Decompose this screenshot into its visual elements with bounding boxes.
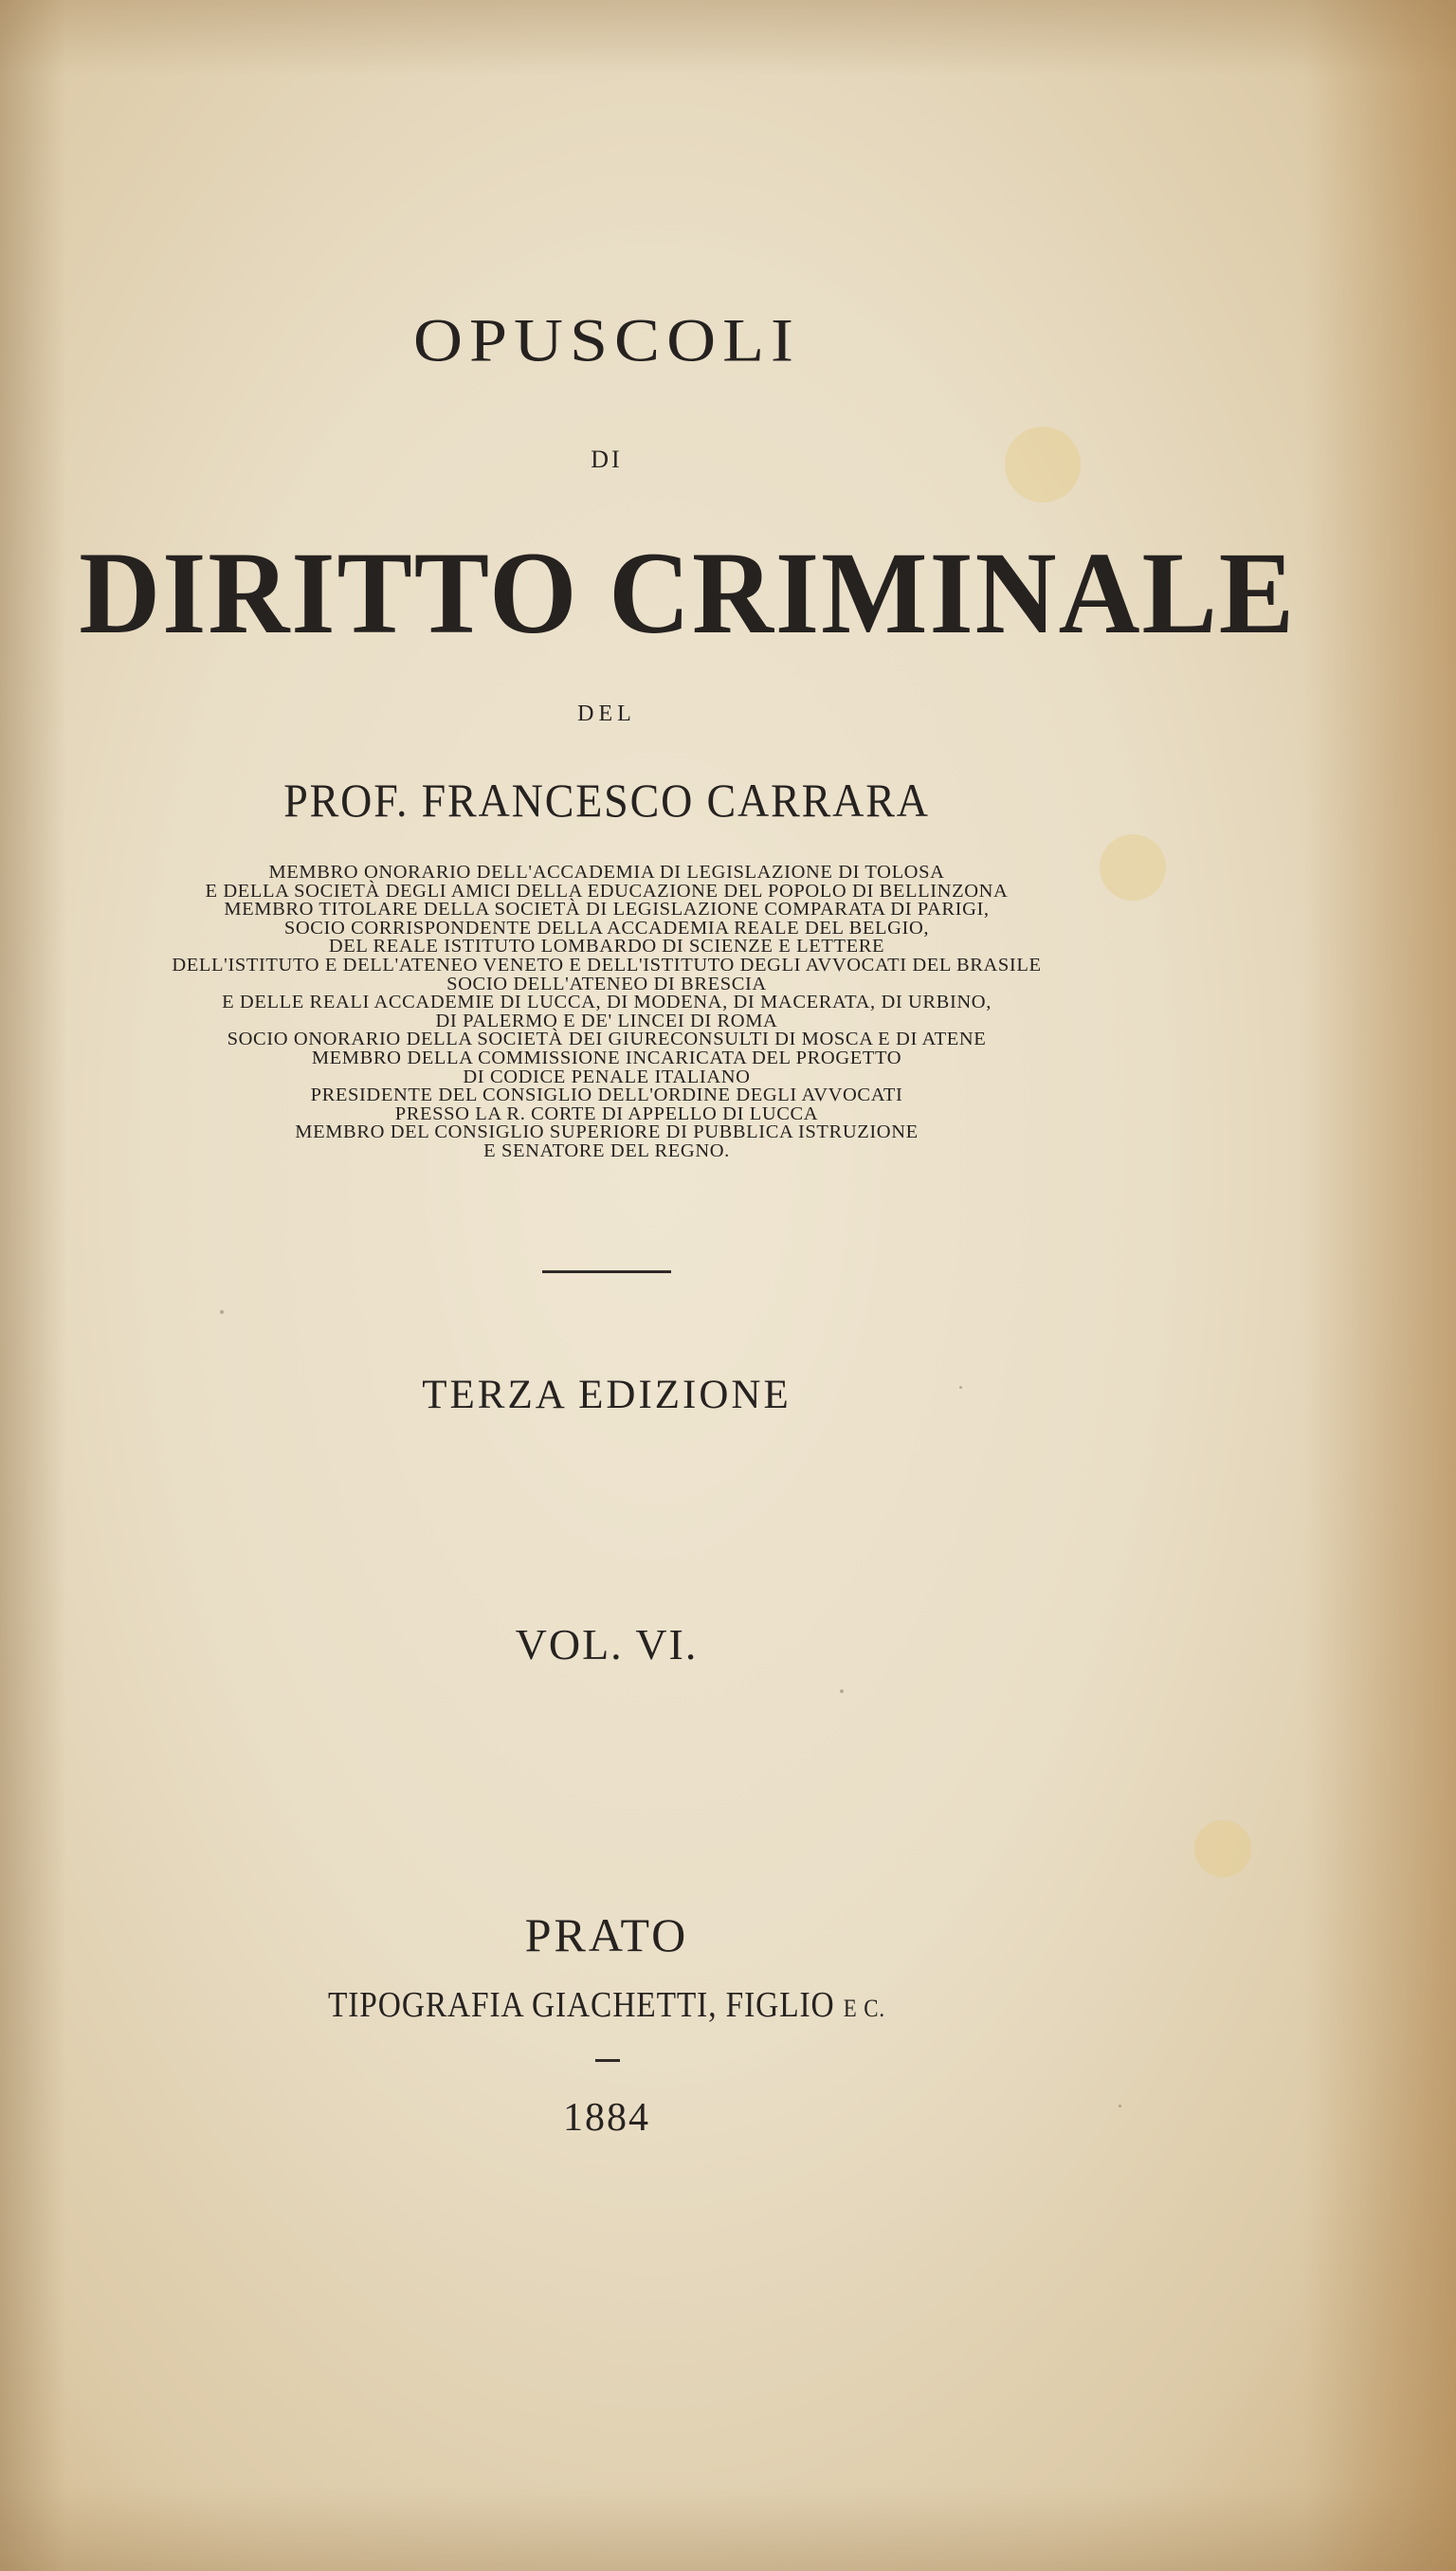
main-title: DIRITTO CRIMINALE [79, 528, 1297, 658]
short-dash-divider [595, 2059, 620, 2062]
paper-speck [220, 1310, 224, 1314]
credential-line: E SENATORE DEL REGNO. [483, 1140, 730, 1161]
credential-line: E DELLE REALI ACCADEMIE DI LUCCA, DI MODENA, DI MACERATA, DI URBINO, [222, 992, 992, 1013]
aged-paper-right-edge [1304, 0, 1456, 2571]
connector-del: DEL [577, 702, 636, 726]
credential-line: DELL'ISTITUTO E DELL'ATENEO VENETO E DELL'ISTITUTO DEGLI AVVOCATI DEL BRASILE [172, 954, 1042, 976]
credential-line: MEMBRO ONORARIO DELL'ACCADEMIA DI LEGISLAZIONE DI TOLOSA [268, 862, 945, 883]
publication-city: PRATO [524, 1908, 689, 1961]
connector-di: DI [591, 446, 623, 473]
credential-line: E DELLA SOCIETÀ DEGLI AMICI DELLA EDUCAZIONE DEL POPOLO DI BELLINZONA [205, 880, 1009, 902]
credential-line: SOCIO ONORARIO DELLA SOCIETÀ DEI GIURECONSULTI DI MOSCA E DI ATENE [227, 1029, 987, 1050]
horizontal-rule [542, 1270, 671, 1273]
credential-line: PRESIDENTE DEL CONSIGLIO DELL'ORDINE DEGLI AVVOCATI [310, 1085, 903, 1106]
credential-line: MEMBRO TITOLARE DELLA SOCIETÀ DI LEGISLAZIONE COMPARATA DI PARIGI, [224, 899, 990, 921]
author-credentials [57, 864, 1156, 1161]
publisher [123, 1984, 1091, 2026]
credential-line: DEL REALE ISTITUTO LOMBARDO DI SCIENZE E LETTERE [328, 936, 885, 957]
credential-line: SOCIO DELL'ATENEO DI BRESCIA [446, 973, 767, 994]
credential-line: SOCIO CORRISPONDENTE DELLA ACCADEMIA REALE DEL BELGIO, [283, 917, 930, 939]
credential-line: DI PALERMO E DE' LINCEI DI ROMA [435, 1010, 778, 1031]
credential-line: MEMBRO DELLA COMMISSIONE INCARICATA DEL PROGETTO [311, 1047, 902, 1068]
foxing-stain [1194, 1820, 1251, 1877]
credential-line: DI CODICE PENALE ITALIANO [463, 1066, 751, 1087]
paper-speck [840, 1689, 844, 1693]
publisher-suffix: E C. [843, 1995, 886, 2022]
publisher-name: TIPOGRAFIA GIACHETTI, FIGLIO [327, 1985, 835, 2025]
publication-year: 1884 [563, 2096, 650, 2140]
credential-line: MEMBRO DEL CONSIGLIO SUPERIORE DI PUBBLICA ISTRUZIONE [295, 1121, 919, 1143]
volume-label: VOL. VI. [515, 1620, 699, 1668]
aged-paper-top-edge [0, 0, 1456, 76]
aged-paper-bottom-edge [0, 2486, 1456, 2571]
edition-label: TERZA EDIZIONE [422, 1373, 792, 1417]
series-title: OPUSCOLI [412, 306, 801, 375]
aged-paper-left-edge [0, 0, 66, 2571]
credential-line: PRESSO LA R. CORTE DI APPELLO DI LUCCA [394, 1103, 819, 1124]
author-name: PROF. FRANCESCO CARRARA [283, 774, 930, 827]
